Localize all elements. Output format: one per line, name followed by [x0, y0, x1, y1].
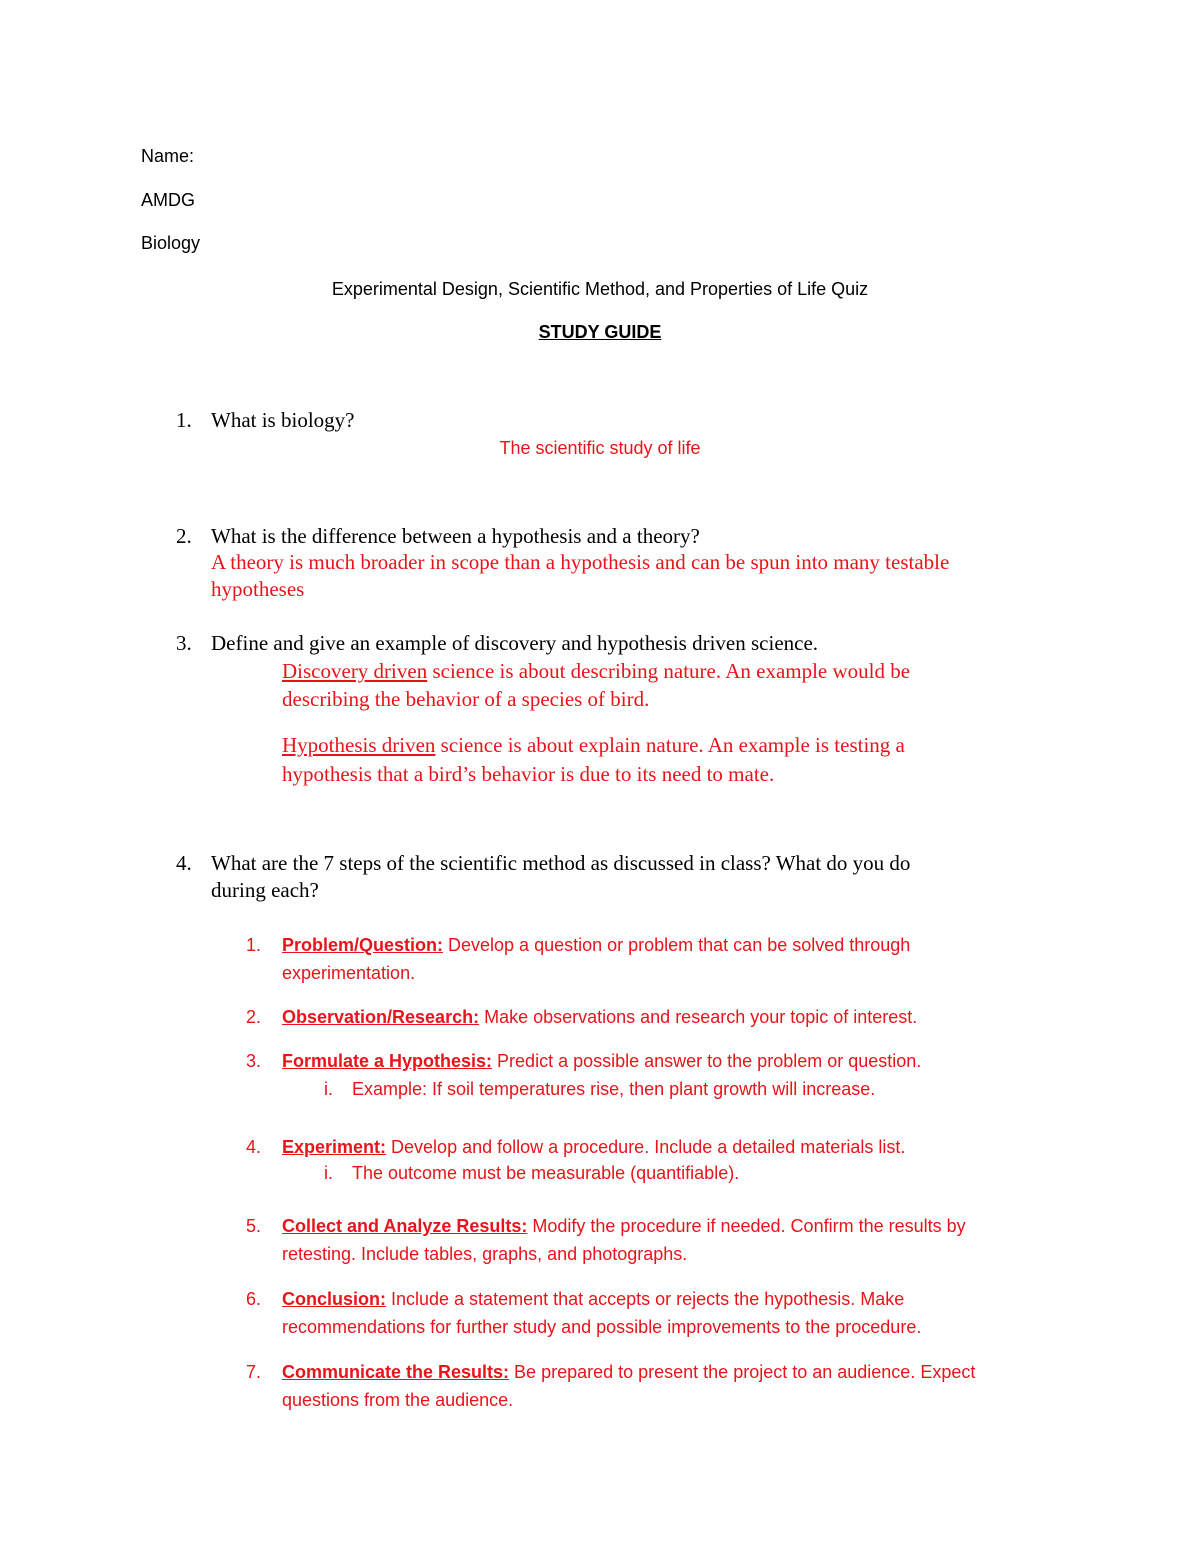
- step-number: 3.: [246, 1051, 262, 1071]
- question-number: 3.: [176, 631, 192, 655]
- question-text: What are the 7 steps of the scientific method as discussed in class? What do you do: [211, 851, 911, 875]
- hypothesis-term: Hypothesis driven: [282, 733, 436, 757]
- name-label: Name:: [141, 146, 195, 166]
- answer-text: The scientific study of life: [499, 438, 701, 458]
- hypothesis-definition: science is about explain nature. An example is testing a: [435, 733, 905, 757]
- answer-text: hypothesis that a bird’s behavior is due to its need to mate.: [282, 762, 775, 786]
- step-term: Formulate a Hypothesis:: [282, 1051, 493, 1071]
- sub-item-number: i.: [324, 1163, 333, 1183]
- list-item: [282, 1216, 966, 1237]
- question-text: Define and give an example of discovery and hypothesis driven science.: [211, 631, 819, 655]
- discovery-term: Discovery driven: [282, 659, 428, 683]
- list-item: [282, 1007, 917, 1028]
- step-description: Develop a question or problem that can be solved through: [443, 935, 911, 955]
- step-description: Make observations and research your topic of interest.: [479, 1007, 918, 1027]
- step-term: Observation/Research:: [282, 1007, 480, 1027]
- list-item: [282, 1362, 975, 1383]
- step-description: recommendations for further study and possible improvements to the procedure.: [282, 1317, 922, 1337]
- question-number: 1.: [176, 408, 192, 432]
- question-text: during each?: [211, 878, 319, 902]
- step-description: Include a statement that accepts or rejects the hypothesis. Make: [386, 1289, 905, 1309]
- step-description: Predict a possible answer to the problem or question.: [492, 1051, 922, 1071]
- sub-item-text: Example: If soil temperatures rise, then plant growth will increase.: [352, 1079, 876, 1099]
- discovery-definition: science is about describing nature. An example would be: [427, 659, 911, 683]
- answer-text: hypotheses: [211, 577, 305, 601]
- step-term: Collect and Analyze Results:: [282, 1216, 528, 1236]
- step-term: Problem/Question:: [282, 935, 444, 955]
- step-number: 6.: [246, 1289, 262, 1309]
- list-item: [282, 1137, 905, 1158]
- step-number: 5.: [246, 1216, 262, 1236]
- guide-title: STUDY GUIDE: [538, 322, 662, 342]
- answer-text: describing the behavior of a species of bird.: [282, 687, 650, 711]
- sub-item-text: The outcome must be measurable (quantifiable).: [352, 1163, 740, 1183]
- step-description: questions from the audience.: [282, 1390, 514, 1410]
- list-item: [282, 1051, 921, 1072]
- quiz-title: Experimental Design, Scientific Method, and Properties of Life Quiz: [331, 279, 869, 299]
- step-term: Conclusion:: [282, 1289, 386, 1309]
- step-description: Be prepared to present the project to an audience. Expect: [509, 1362, 976, 1382]
- motto: AMDG: [141, 190, 195, 210]
- list-item: [282, 1289, 904, 1310]
- step-term: Experiment:: [282, 1137, 387, 1157]
- step-description: experimentation.: [282, 963, 416, 983]
- answer-text: A theory is much broader in scope than a hypothesis and can be spun into many testable: [211, 550, 950, 574]
- step-number: 4.: [246, 1137, 262, 1157]
- question-number: 2.: [176, 524, 192, 548]
- question-number: 4.: [176, 851, 192, 875]
- answer-text: [282, 659, 910, 684]
- subject: Biology: [141, 233, 201, 253]
- list-item: [282, 935, 910, 956]
- step-number: 2.: [246, 1007, 262, 1027]
- step-number: 1.: [246, 935, 262, 955]
- question-text: What is biology?: [211, 408, 355, 432]
- sub-item-number: i.: [324, 1079, 333, 1099]
- step-description: retesting. Include tables, graphs, and photographs.: [282, 1244, 688, 1264]
- step-description: Develop and follow a procedure. Include a detailed materials list.: [386, 1137, 906, 1157]
- step-term: Communicate the Results:: [282, 1362, 510, 1382]
- question-text: What is the difference between a hypothesis and a theory?: [211, 524, 700, 548]
- answer-text: [282, 733, 905, 758]
- step-description: Modify the procedure if needed. Confirm the results by: [527, 1216, 966, 1236]
- step-number: 7.: [246, 1362, 262, 1382]
